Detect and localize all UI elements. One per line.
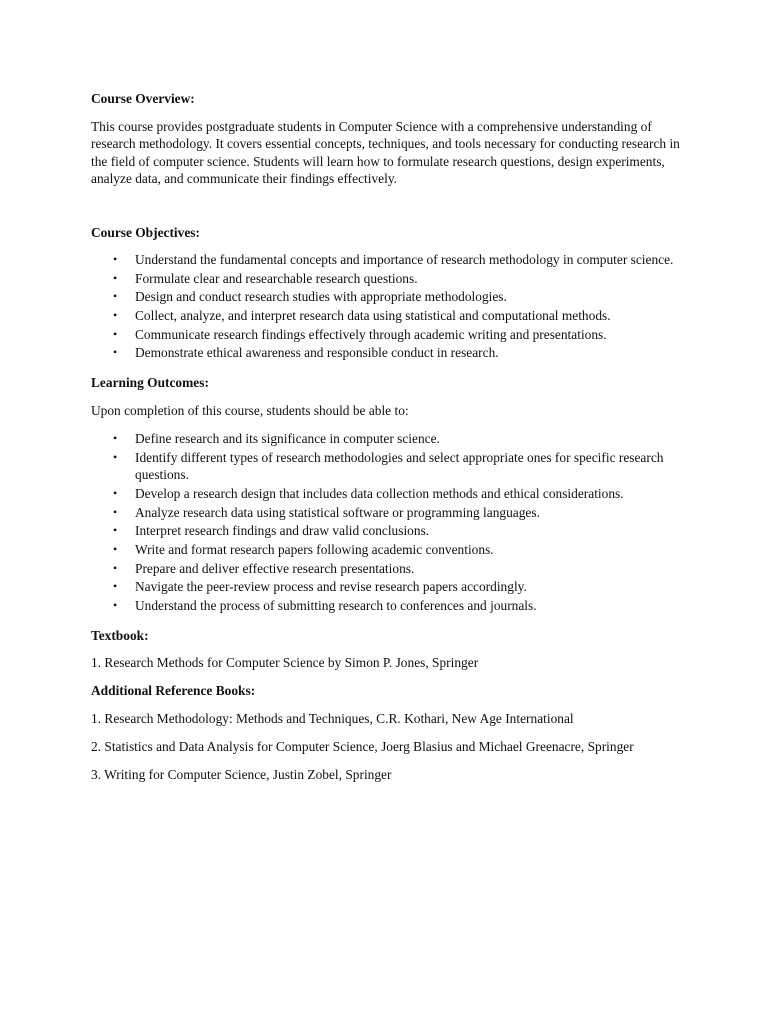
list-item <box>91 270 681 288</box>
list-item-text: Understand the process of submitting research to conferences and journals. <box>135 598 537 614</box>
bullet-icon: • <box>113 345 118 360</box>
list-item <box>91 288 681 306</box>
bullet-icon: • <box>113 308 118 323</box>
bullet-icon: • <box>113 523 118 538</box>
list-item-text: Understand the fundamental concepts and importance of research methodology in computer science. <box>135 252 674 267</box>
bullet-icon: • <box>113 598 118 613</box>
section-spacer <box>91 363 681 374</box>
list-item <box>91 449 681 484</box>
list-item-text: Define research and its significance in computer science. <box>135 431 440 447</box>
list-item <box>91 344 681 362</box>
bullet-icon: • <box>113 542 118 557</box>
reference-books-heading: Additional Reference Books: <box>91 683 256 699</box>
bullet-icon: • <box>113 449 118 464</box>
reference-book-item: 1. Research Methodology: Methods and Techniques, C.R. Kothari, New Age International <box>91 710 574 726</box>
list-item <box>91 560 681 578</box>
bullet-icon: • <box>113 486 118 500</box>
list-item <box>91 578 681 596</box>
learning-outcomes-list <box>91 430 681 615</box>
learning-outcomes-intro: Upon completion of this course, students should be able to: <box>91 402 409 418</box>
list-item <box>91 504 681 522</box>
bullet-icon: • <box>113 270 118 285</box>
course-objectives-list <box>91 251 681 362</box>
list-item-text: Identify different types of research methodologies and select appropriate ones for specific research questions. <box>135 449 664 483</box>
course-objectives-heading: Course Objectives: <box>91 224 200 240</box>
list-item <box>91 326 681 344</box>
list-item <box>91 430 681 448</box>
bullet-icon: • <box>113 431 118 446</box>
bullet-icon: • <box>113 326 118 341</box>
list-item-text: Design and conduct research studies with appropriate methodologies. <box>135 289 507 305</box>
bullet-icon: • <box>113 560 118 575</box>
list-item-text: Write and format research papers following academic conventions. <box>135 542 494 558</box>
list-item-text: Prepare and deliver effective research presentations. <box>135 560 415 576</box>
list-item <box>91 541 681 559</box>
section-spacer <box>91 616 681 627</box>
list-item <box>91 522 681 540</box>
document-page <box>91 90 681 794</box>
list-item <box>91 485 681 503</box>
reference-book-item: 2. Statistics and Data Analysis for Computer Science, Joerg Blasius and Michael Greenacre, Springer <box>91 738 634 754</box>
section-spacer <box>91 188 681 224</box>
list-item <box>91 307 681 325</box>
bullet-icon: • <box>113 579 118 594</box>
bullet-icon: • <box>113 289 118 304</box>
textbook-item: 1. Research Methods for Computer Science by Simon P. Jones, Springer <box>91 655 479 671</box>
list-item-text: Interpret research findings and draw valid conclusions. <box>135 523 430 539</box>
learning-outcomes-heading: Learning Outcomes: <box>91 375 209 391</box>
list-item <box>91 597 681 615</box>
list-item-text: Communicate research findings effectively through academic writing and presentations. <box>135 326 607 342</box>
list-item-text: Formulate clear and researchable research questions. <box>135 270 418 286</box>
list-item-text: Demonstrate ethical awareness and responsible conduct in research. <box>135 345 499 361</box>
reference-book-item: 3. Writing for Computer Science, Justin Zobel, Springer <box>91 766 392 782</box>
course-overview-heading: Course Overview: <box>91 91 195 106</box>
list-item-text: Navigate the peer-review process and revise research papers accordingly. <box>135 579 527 595</box>
textbook-heading: Textbook: <box>91 627 149 643</box>
list-item-text: Develop a research design that includes data collection methods and ethical considerations. <box>135 486 624 501</box>
list-item-text: Analyze research data using statistical software or programming languages. <box>135 504 540 520</box>
list-item <box>91 251 681 269</box>
bullet-icon: • <box>113 504 118 519</box>
list-item-text: Collect, analyze, and interpret research data using statistical and computational methods. <box>135 308 611 324</box>
course-overview-text: This course provides postgraduate students in Computer Science with a comprehensive understanding of research methodology. It covers essential concepts, techniques, and tools necessary for conducting research in the field of computer science. Students will learn how to formulate research questions, design experiments, analyze data, and communicate their findings effectively. <box>91 118 680 186</box>
bullet-icon: • <box>113 252 118 266</box>
